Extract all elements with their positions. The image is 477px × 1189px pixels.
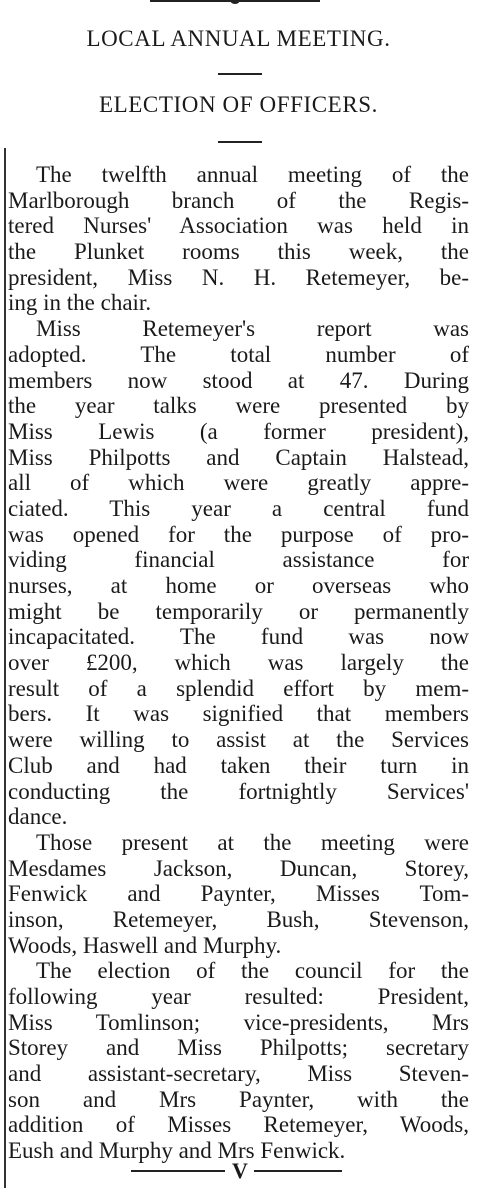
text-line: might be temporarily or permanently	[8, 598, 469, 624]
text-line: members now stood at 47. During	[8, 367, 469, 393]
text-line: result of a splendid effort by mem-	[8, 675, 469, 701]
end-rule-left	[131, 1170, 225, 1172]
paragraph	[8, 958, 469, 1164]
text-line: The election of the council for the	[36, 958, 469, 984]
text-line: incapacitated. The fund was now	[8, 624, 469, 650]
text-line: addition of Misses Retemeyer, Woods,	[8, 1112, 469, 1138]
end-rule-right	[254, 1170, 342, 1172]
text-line: The twelfth annual meeting of the	[36, 162, 469, 187]
text-line: was opened for the purpose of pro-	[8, 521, 469, 547]
text-line: Miss Retemeyer's report was	[36, 316, 469, 342]
article-end-ornament	[0, 1158, 477, 1184]
text-line: dance.	[8, 804, 68, 830]
text-line: Storey and Miss Philpotts; secretary	[8, 1035, 469, 1061]
left-column-rule	[4, 148, 6, 1188]
text-line: tered Nurses' Association was held in	[8, 213, 469, 239]
end-mark: V	[232, 1158, 248, 1183]
text-line: ing in the chair.	[8, 290, 152, 316]
text-line: Club and had taken their turn in	[8, 752, 469, 778]
text-line: Miss Lewis (a former president),	[8, 418, 469, 444]
text-line: president, Miss N. H. Retemeyer, be-	[8, 264, 469, 290]
text-line: were willing to assist at the Services	[8, 727, 469, 753]
paragraph	[8, 162, 469, 316]
text-line: Miss Tomlinson; vice-presidents, Mrs	[8, 1009, 469, 1035]
subheadline: ELECTION OF OFFICERS.	[98, 92, 379, 117]
text-line: Miss Philpotts and Captain Halstead,	[8, 444, 469, 470]
text-line: conducting the fortnightly Services'	[8, 778, 469, 804]
article-body	[8, 162, 469, 1164]
text-line: Those present at the meeting were	[36, 829, 469, 855]
text-line: all of which were greatly appre-	[8, 470, 469, 496]
text-line: adopted. The total number of	[8, 341, 469, 367]
headline-divider	[218, 73, 262, 75]
text-line: Woods, Haswell and Murphy.	[8, 932, 282, 958]
subheadline-divider	[218, 141, 262, 143]
text-line: the Plunket rooms this week, the	[8, 239, 469, 265]
text-line: bers. It was signified that members	[8, 701, 469, 727]
text-line: Mesdames Jackson, Duncan, Storey,	[8, 855, 469, 881]
text-line: ciated. This year a central fund	[8, 495, 469, 521]
text-line: viding financial assistance for	[8, 547, 469, 573]
text-line: inson, Retemeyer, Bush, Stevenson,	[8, 906, 469, 932]
text-line: nurses, at home or overseas who	[8, 573, 469, 598]
text-line: over £200, which was largely the	[8, 650, 469, 676]
text-line: Fenwick and Paynter, Misses Tom-	[8, 881, 469, 907]
paragraph	[8, 316, 469, 830]
text-line: son and Mrs Paynter, with the	[8, 1086, 469, 1112]
text-line: and assistant-secretary, Miss Steven-	[8, 1061, 469, 1087]
text-line: the year talks were presented by	[8, 393, 469, 419]
text-line: following year resulted: President,	[8, 984, 469, 1009]
text-line: Eush and Murphy and Mrs Fenwick.	[8, 1138, 346, 1164]
text-line: Marlborough branch of the Regis-	[8, 187, 469, 213]
paragraph	[8, 830, 469, 958]
headline: LOCAL ANNUAL MEETING.	[86, 26, 391, 51]
